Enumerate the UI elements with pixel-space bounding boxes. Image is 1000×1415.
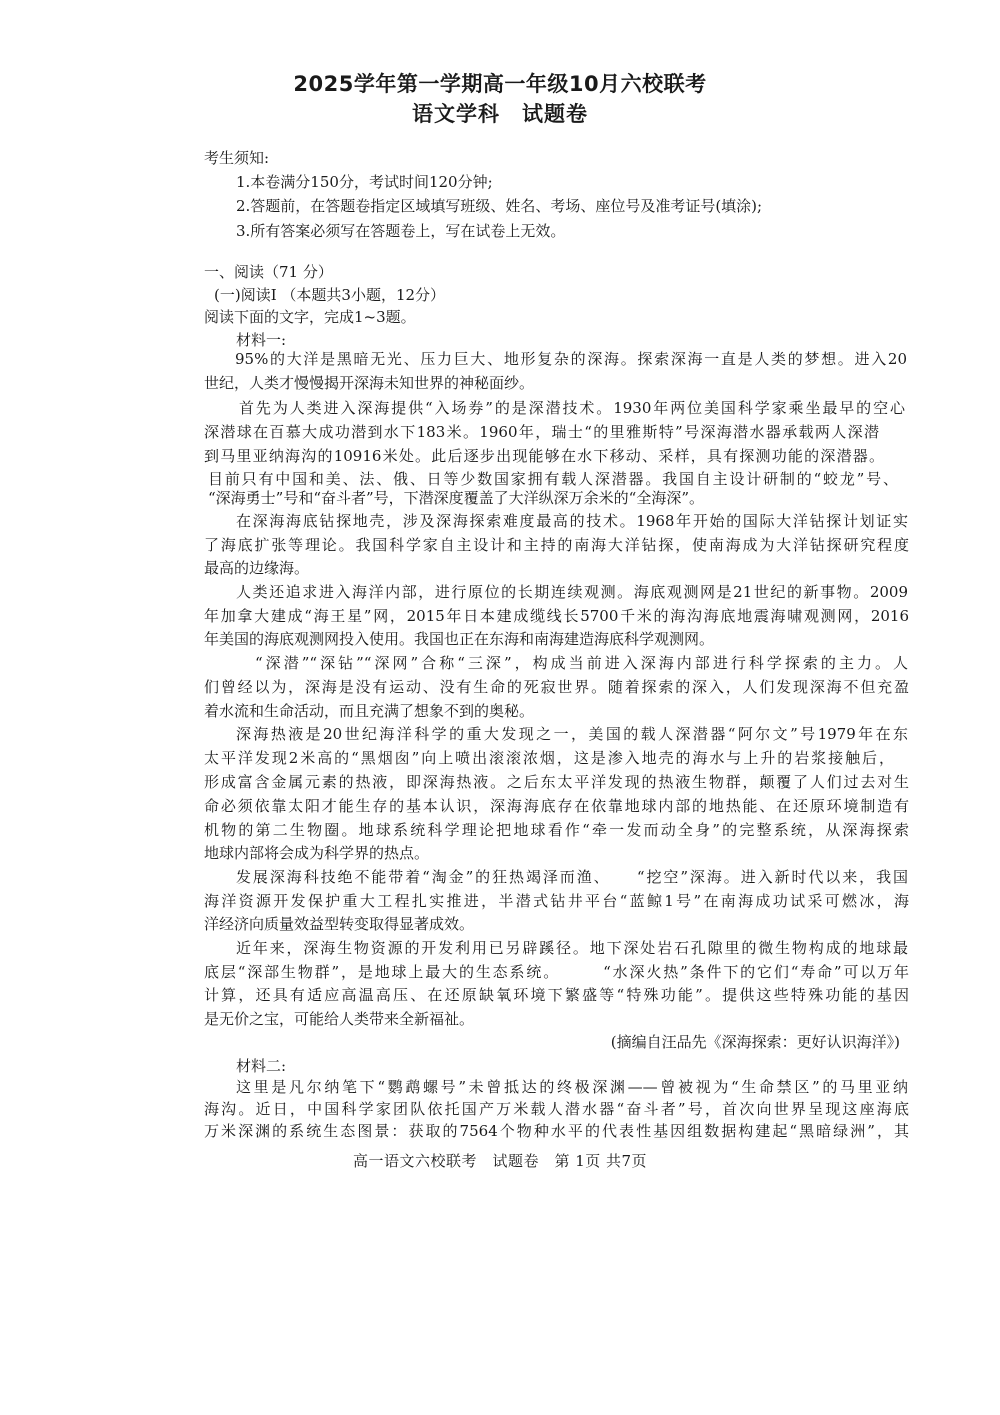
paragraph-line: 形成富含金属元素的热液，即深海热液。之后东太平洋发现的热液生物群，颠覆了人们过去对生 (204, 773, 909, 791)
paragraph-line: 太平洋发现2米高的“黑烟囱”向上喷出滚滚浓烟，这是渗入地壳的海水与上升的岩浆接触后， (204, 749, 894, 767)
page-footer: 高一语文六校联考 试题卷 第 1页 共7页 (352, 1152, 648, 1170)
paragraph-line: 人类还追求进入海洋内部，进行原位的长期连续观测。海底观测网是21世纪的新事物。2009 (236, 583, 908, 601)
exam-title: 2025学年第一学期高一年级10月六校联考 (293, 72, 707, 96)
paragraph-line: 最高的边缘海。 (204, 559, 310, 577)
section-subheading: (一)阅读Ⅰ （本题共3小题，12分） (214, 286, 446, 304)
paragraph-line: 海沟。近日，中国科学家团队依托国产万米载人潜水器“奋斗者”号，首次向世界呈现这座海底 (204, 1100, 909, 1118)
paragraph-line: 目前只有中国和美、法、俄、日等少数国家拥有载人深潜器。我国自主设计研制的“蛟龙”号、 (208, 470, 898, 488)
section-instruction: 阅读下面的文字，完成1~3题。 (204, 308, 416, 326)
paragraph-line: 到马里亚纳海沟的10916米处。此后逐步出现能够在水下移动、采样，具有探测功能的深潜器。 (204, 447, 884, 465)
material1-source: (摘编自汪品先《深海探索：更好认识海洋》) (610, 1033, 900, 1051)
notice-item: 1.本卷满分150分，考试时间120分钟; (236, 173, 493, 191)
exam-subtitle: 语文学科 试题卷 (412, 102, 588, 126)
paragraph-line: 首先为人类进入深海提供“入场券”的是深潜技术。1930年两位美国科学家乘坐最早的空心 (239, 399, 905, 417)
paragraph-line: 在深海海底钻探地壳，涉及深海探索难度最高的技术。1968年开始的国际大洋钻探计划证实 (236, 512, 908, 530)
paragraph-line: “深潜”“深钻”“深网”合称“三深”，构成当前进入深海内部进行科学探索的主力。人 (255, 654, 908, 672)
paragraph-line: 洋经济向质量效益型转变取得显著成效。 (204, 915, 475, 933)
paragraph-line: 着水流和生命活动，而且充满了想象不到的奥秘。 (204, 702, 535, 720)
paragraph-line: 了海底扩张等理论。我国科学家自主设计和主持的南海大洋钻探，使南海成为大洋钻探研究程度 (204, 536, 909, 554)
section-heading: 一、阅读（71 分） (204, 263, 333, 281)
paragraph-line: 深海热液是20世纪海洋科学的重大发现之一，美国的载人深潜器“阿尔文”号1979年在东 (236, 725, 908, 743)
paragraph-line: 机物的第二生物圈。地球系统科学理论把地球看作“牵一发而动全身”的完整系统，从深海探索 (204, 821, 909, 839)
paragraph-line: 海洋资源开发保护重大工程扎实推进，半潜式钻井平台“蓝鲸1号”在南海成功试采可燃冰，海 (204, 892, 909, 910)
paragraph-line: 深潜球在百慕大成功潜到水下183米。1960年，瑞士“的里雅斯特”号深海潜水器承载两人深潜 (204, 423, 879, 441)
paragraph-line: 底层“深部生物群”，是地球上最大的生态系统。 “水深火热”条件下的它们“寿命”可以万年 (204, 963, 909, 981)
material1-label: 材料一: (236, 331, 287, 349)
paragraph-line: 近年来，深海生物资源的开发利用已另辟蹊径。地下深处岩石孔隙里的微生物构成的地球最 (236, 939, 908, 957)
paragraph-line: 计算，还具有适应高温高压、在还原缺氧环境下繁盛等“特殊功能”。提供这些特殊功能的基因 (204, 986, 909, 1004)
paragraph-line: 年加拿大建成“海王星”网，2015年日本建成缆线长5700千米的海沟海底地震海啸观测网，2016 (204, 607, 909, 625)
paragraph-line: 95%的大洋是黑暗无光、压力巨大、地形复杂的深海。探索深海一直是人类的梦想。进入20 (235, 350, 907, 368)
paragraph-line: 命必须依靠太阳才能生存的基本认识，深海海底存在依靠地球内部的地热能、在还原环境制造有 (204, 797, 909, 815)
notice-item: 2.答题前，在答题卷指定区域填写班级、姓名、考场、座位号及准考证号(填涂); (236, 197, 763, 215)
paragraph-line: 发展深海科技绝不能带着“淘金”的狂热竭泽而渔、 “挖空”深海。进入新时代以来，我国 (236, 868, 908, 886)
paragraph-line: 万米深渊的系统生态图景：获取的7564个物种水平的代表性基因组数据构建起“黑暗绿洲”，其 (204, 1122, 909, 1140)
paragraph-line: 们曾经以为，深海是没有运动、没有生命的死寂世界。随着探索的深入，人们发现深海不但充盈 (204, 678, 909, 696)
notice-item: 3.所有答案必须写在答题卷上，写在试卷上无效。 (236, 222, 566, 240)
paragraph-line: 地球内部将会成为科学界的热点。 (204, 844, 430, 862)
paragraph-line: 年美国的海底观测网投入使用。我国也正在东海和南海建造海底科学观测网。 (204, 630, 715, 648)
paragraph-line: “深海勇士”号和“奋斗者”号，下潜深度覆盖了大洋纵深万余米的“全海深”。 (208, 489, 705, 507)
material2-label: 材料二: (236, 1057, 287, 1075)
notice-heading: 考生须知: (204, 149, 270, 167)
paragraph-line: 是无价之宝，可能给人类带来全新福祉。 (204, 1010, 475, 1028)
paragraph-line: 这里是凡尔纳笔下“鹦鹉螺号”未曾抵达的终极深渊——曾被视为“生命禁区”的马里亚纳 (236, 1078, 908, 1096)
paragraph-line: 世纪，人类才慢慢揭开深海未知世界的神秘面纱。 (204, 374, 535, 392)
